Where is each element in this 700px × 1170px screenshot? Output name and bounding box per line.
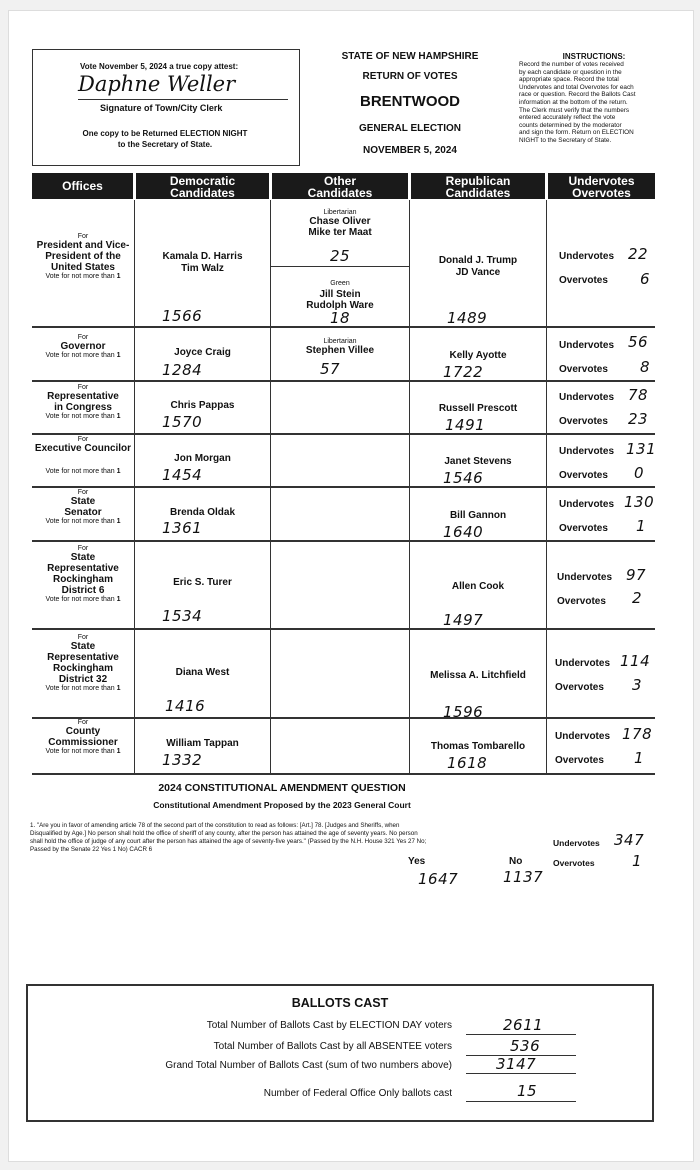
under-value: 22: [628, 245, 649, 263]
rep-votes: 1640: [443, 523, 484, 541]
office-congress: [32, 384, 134, 420]
office-county: [32, 719, 134, 755]
instructions-line: NIGHT to the Secretary of State.: [519, 136, 612, 144]
amendment-under-label: Undervotes: [553, 838, 600, 848]
rep-candidate: Bill Gannon: [449, 510, 507, 521]
for-label: For: [77, 545, 89, 552]
rep-votes: 1618: [447, 754, 488, 772]
candidate-name: JD Vance: [455, 267, 501, 278]
copy-note-2: to the Secretary of State.: [117, 140, 213, 149]
dem-candidate: [135, 251, 270, 275]
ballots-value: 536: [510, 1037, 541, 1055]
office-governor: [32, 334, 134, 359]
ballots-label: Grand Total Number of Ballots Cast (sum of two numbers above): [165, 1060, 452, 1071]
over-value: 2: [632, 589, 643, 607]
oth-candidate: [271, 338, 409, 356]
instructions-heading: INSTRUCTIONS:: [562, 52, 626, 61]
vote-limit: Vote for not more than: [45, 413, 115, 420]
instructions-line: and sign the form. Return on ELECTION: [519, 129, 634, 137]
no-label: No: [509, 856, 523, 867]
vote-limit: Vote for not more than: [45, 273, 115, 280]
header-text: Republican: [445, 174, 511, 188]
candidate-name: Rudolph Ware: [306, 300, 374, 311]
rep-candidate: Kelly Ayotte: [449, 350, 507, 361]
dem-votes: 1332: [162, 751, 203, 769]
dem-candidate: Jon Morgan: [174, 453, 231, 464]
under-label: Undervotes: [559, 446, 615, 457]
dem-votes: 1534: [162, 607, 203, 625]
amendment-over-value: 1: [632, 852, 643, 870]
state-title: STATE OF NEW HAMPSHIRE: [341, 51, 479, 62]
office-senate: [32, 489, 134, 525]
yes-votes: 1647: [418, 870, 459, 888]
office-title: President and Vice-: [36, 240, 130, 251]
vote-limit-number: 1: [116, 748, 121, 755]
office-title: Rockingham: [52, 574, 113, 585]
header-text: Candidates: [307, 186, 373, 200]
under-label: Undervotes: [555, 658, 611, 669]
green-candidate: [271, 278, 409, 311]
instructions-line: Record the number of votes received: [519, 61, 624, 68]
vote-limit-number: 1: [116, 413, 121, 420]
ballots-label: Number of Federal Office Only ballots cast: [263, 1088, 452, 1099]
candidate-name: Tim Walz: [181, 263, 224, 274]
under-value: 114: [620, 652, 651, 670]
vote-limit-number: 1: [116, 352, 121, 359]
office-title: United States: [51, 262, 115, 273]
dem-candidate: Chris Pappas: [170, 400, 235, 411]
over-value: 0: [634, 464, 645, 482]
over-label: Overvotes: [559, 364, 608, 375]
office-title: District 6: [61, 585, 105, 596]
no-votes: 1137: [503, 868, 544, 886]
office-title: Governor: [60, 341, 106, 352]
for-label: For: [77, 334, 89, 341]
office-title: in Congress: [54, 402, 112, 413]
dem-votes: 1454: [162, 466, 203, 484]
vote-limit-number: 1: [116, 518, 121, 525]
rep-votes: 1497: [443, 611, 484, 629]
instructions-line: by each candidate or question in the: [519, 68, 622, 76]
office-title: Representative: [47, 563, 119, 574]
over-value: 8: [640, 358, 651, 376]
return-title: RETURN OF VOTES: [362, 71, 458, 82]
vote-limit: Vote for not more than: [45, 518, 115, 525]
rep-candidate: Janet Stevens: [444, 456, 512, 467]
rep-votes: 1546: [443, 469, 484, 487]
under-label: Undervotes: [559, 340, 615, 351]
over-label: Overvotes: [557, 596, 606, 607]
header-democratic: [136, 173, 269, 199]
dem-votes: 1284: [162, 361, 203, 379]
header-republican: [411, 173, 545, 199]
for-label: For: [77, 233, 89, 240]
under-label: Undervotes: [559, 392, 615, 403]
candidate-name: Mike ter Maat: [308, 227, 372, 238]
header-offices: Offices: [32, 173, 133, 199]
under-value: 56: [628, 333, 649, 351]
amendment-under-value: 347: [614, 831, 645, 849]
office-president: [32, 233, 134, 280]
vote-limit: Vote for not more than: [45, 468, 115, 475]
office-rep-district-32: [32, 634, 134, 692]
rep-candidate: Melissa A. Litchfield: [430, 670, 526, 681]
office-title: Representative: [47, 652, 119, 663]
office-council: [32, 436, 134, 475]
vote-limit-number: 1: [116, 273, 121, 280]
under-label: Undervotes: [557, 572, 613, 583]
over-label: Overvotes: [559, 416, 608, 427]
signature-label: Signature of Town/City Clerk: [100, 103, 223, 113]
for-label: For: [77, 384, 89, 391]
election-name: GENERAL ELECTION: [358, 123, 462, 134]
for-label: For: [77, 634, 89, 641]
amendment-title: 2024 CONSTITUTIONAL AMENDMENT QUESTION: [158, 782, 406, 794]
lib-votes: 25: [330, 247, 351, 265]
dem-votes: 1570: [162, 413, 203, 431]
ballots-value: 15: [517, 1082, 538, 1100]
header-text: Undervotes: [568, 174, 635, 188]
header-under-over: [548, 173, 655, 199]
over-value: 6: [640, 270, 651, 288]
under-label: Undervotes: [559, 499, 615, 510]
party-label: Green: [330, 280, 350, 287]
rep-candidate: Allen Cook: [451, 581, 505, 592]
town-name: BRENTWOOD: [360, 93, 460, 110]
under-value: 178: [622, 725, 653, 743]
instructions-line: race or question. Record the Ballots Cast: [519, 91, 636, 99]
header-text: Other: [323, 174, 356, 188]
office-title: Executive Councilor: [34, 443, 132, 454]
over-label: Overvotes: [559, 275, 608, 286]
clerk-signature: Daphne Weller: [78, 72, 236, 96]
question-line: 1. "Are you in favor of amending article 78 of the second part of the constitution to read as follows: [Art.] 78. [Judges and Sheriffs, when: [30, 822, 400, 829]
over-label: Overvotes: [555, 755, 604, 766]
under-value: 131: [626, 440, 657, 458]
over-label: Overvotes: [555, 682, 604, 693]
candidate-name: Donald J. Trump: [438, 255, 518, 266]
ballots-cast-title: BALLOTS CAST: [291, 996, 389, 1010]
header-text: Overvotes: [572, 186, 631, 200]
over-label: Overvotes: [559, 523, 608, 534]
vote-limit: Vote for not more than: [45, 596, 115, 603]
office-title: State: [70, 641, 96, 652]
dem-candidate: William Tappan: [166, 738, 239, 749]
lib-candidate: [271, 209, 409, 238]
dem-votes: 1361: [162, 519, 203, 537]
office-rep-district-6: [32, 545, 134, 603]
question-line: Disqualified by Age.] No person shall hold the office of sheriff of any county, after the person has attained the age of seventy years. No person: [30, 830, 418, 837]
amendment-over-label: Overvotes: [553, 858, 595, 868]
rep-votes: 1491: [445, 416, 486, 434]
instructions-line: counts determined by the moderator: [519, 121, 622, 129]
office-title: State: [70, 552, 96, 563]
vote-limit-number: 1: [116, 685, 121, 692]
rep-votes: 1596: [443, 703, 484, 721]
rep-candidate: Russell Prescott: [438, 403, 518, 414]
rep-candidate: Thomas Tombarello: [430, 741, 526, 752]
header-other: [272, 173, 408, 199]
dem-candidate: Diana West: [175, 667, 230, 678]
office-title: District 32: [58, 674, 108, 685]
for-label: For: [77, 436, 89, 443]
instructions-line: Undervotes and total Overvotes for each: [519, 83, 634, 91]
amendment-question: [30, 822, 550, 854]
over-label: Overvotes: [559, 470, 608, 481]
ballots-value: 3147: [496, 1055, 537, 1073]
over-value: 1: [636, 517, 647, 535]
copy-note-1: One copy to be Returned ELECTION NIGHT: [82, 129, 248, 138]
instructions-line: entered accurately reflect the vote: [519, 114, 616, 122]
instructions-line: appropriate space. Record the total: [519, 76, 619, 84]
amendment-subtitle: Constitutional Amendment Proposed by the 2023 General Court: [153, 800, 411, 810]
ballots-label: Total Number of Ballots Cast by all ABSENTEE voters: [213, 1041, 452, 1052]
for-label: For: [77, 489, 89, 496]
dem-votes: 1566: [162, 307, 203, 325]
over-value: 23: [628, 410, 649, 428]
dem-candidate: Brenda Oldak: [169, 507, 236, 518]
yes-label: Yes: [408, 856, 426, 867]
party-label: Libertarian: [323, 338, 357, 345]
office-title: Rockingham: [52, 663, 113, 674]
rep-candidate: [410, 255, 546, 279]
under-value: 97: [626, 566, 647, 584]
over-value: 3: [632, 676, 643, 694]
office-title: Commissioner: [48, 737, 118, 748]
ballots-label: Total Number of Ballots Cast by ELECTION DAY voters: [206, 1020, 452, 1031]
attest-line: Vote November 5, 2024 a true copy attest:: [80, 62, 239, 71]
header-text: Candidates: [445, 186, 511, 200]
instructions: [519, 52, 669, 145]
vote-limit: Vote for not more than: [45, 352, 115, 359]
question-line: Passed by the Senate 22 Yes 1 No) CACR 6: [30, 846, 153, 853]
under-value: 130: [624, 493, 655, 511]
office-title: President of the: [45, 251, 121, 262]
instructions-line: information at the bottom of the return.: [519, 98, 628, 106]
office-title: State: [70, 496, 96, 507]
rep-votes: 1722: [443, 363, 484, 381]
office-title: Representative: [47, 391, 119, 402]
vote-limit: Vote for not more than: [45, 748, 115, 755]
question-line: shall hold the office of judge of any court after the person has attained the age of seventy-five years." (Passed by the N.H. House 321 Yes 27 No;: [30, 838, 427, 845]
header-text: Democratic: [169, 174, 236, 188]
over-value: 1: [634, 749, 645, 767]
vote-limit-number: 1: [116, 468, 121, 475]
under-value: 78: [628, 386, 649, 404]
ballots-value: 2611: [503, 1016, 544, 1034]
vote-limit-number: 1: [116, 596, 121, 603]
party-label: Libertarian: [323, 209, 357, 216]
dem-votes: 1416: [165, 697, 206, 715]
candidate-name: Chase Oliver: [309, 216, 371, 227]
under-label: Undervotes: [555, 731, 611, 742]
office-title: County: [65, 726, 101, 737]
for-label: For: [77, 719, 89, 726]
rep-votes: 1489: [447, 309, 488, 327]
header-text: Candidates: [170, 186, 235, 200]
dem-candidate: Eric S. Turer: [173, 577, 232, 588]
oth-votes: 57: [320, 360, 341, 378]
dem-candidate: Joyce Craig: [174, 347, 231, 358]
instructions-line: The Clerk must verify that the numbers: [519, 106, 630, 114]
office-title: Senator: [64, 507, 102, 518]
under-label: Undervotes: [559, 251, 615, 262]
election-date: NOVEMBER 5, 2024: [363, 145, 457, 156]
candidate-name: Kamala D. Harris: [162, 251, 243, 262]
candidate-name: Jill Stein: [319, 289, 361, 300]
vote-limit: Vote for not more than: [45, 685, 115, 692]
candidate-name: Stephen Villee: [305, 345, 375, 356]
green-votes: 18: [330, 309, 351, 327]
